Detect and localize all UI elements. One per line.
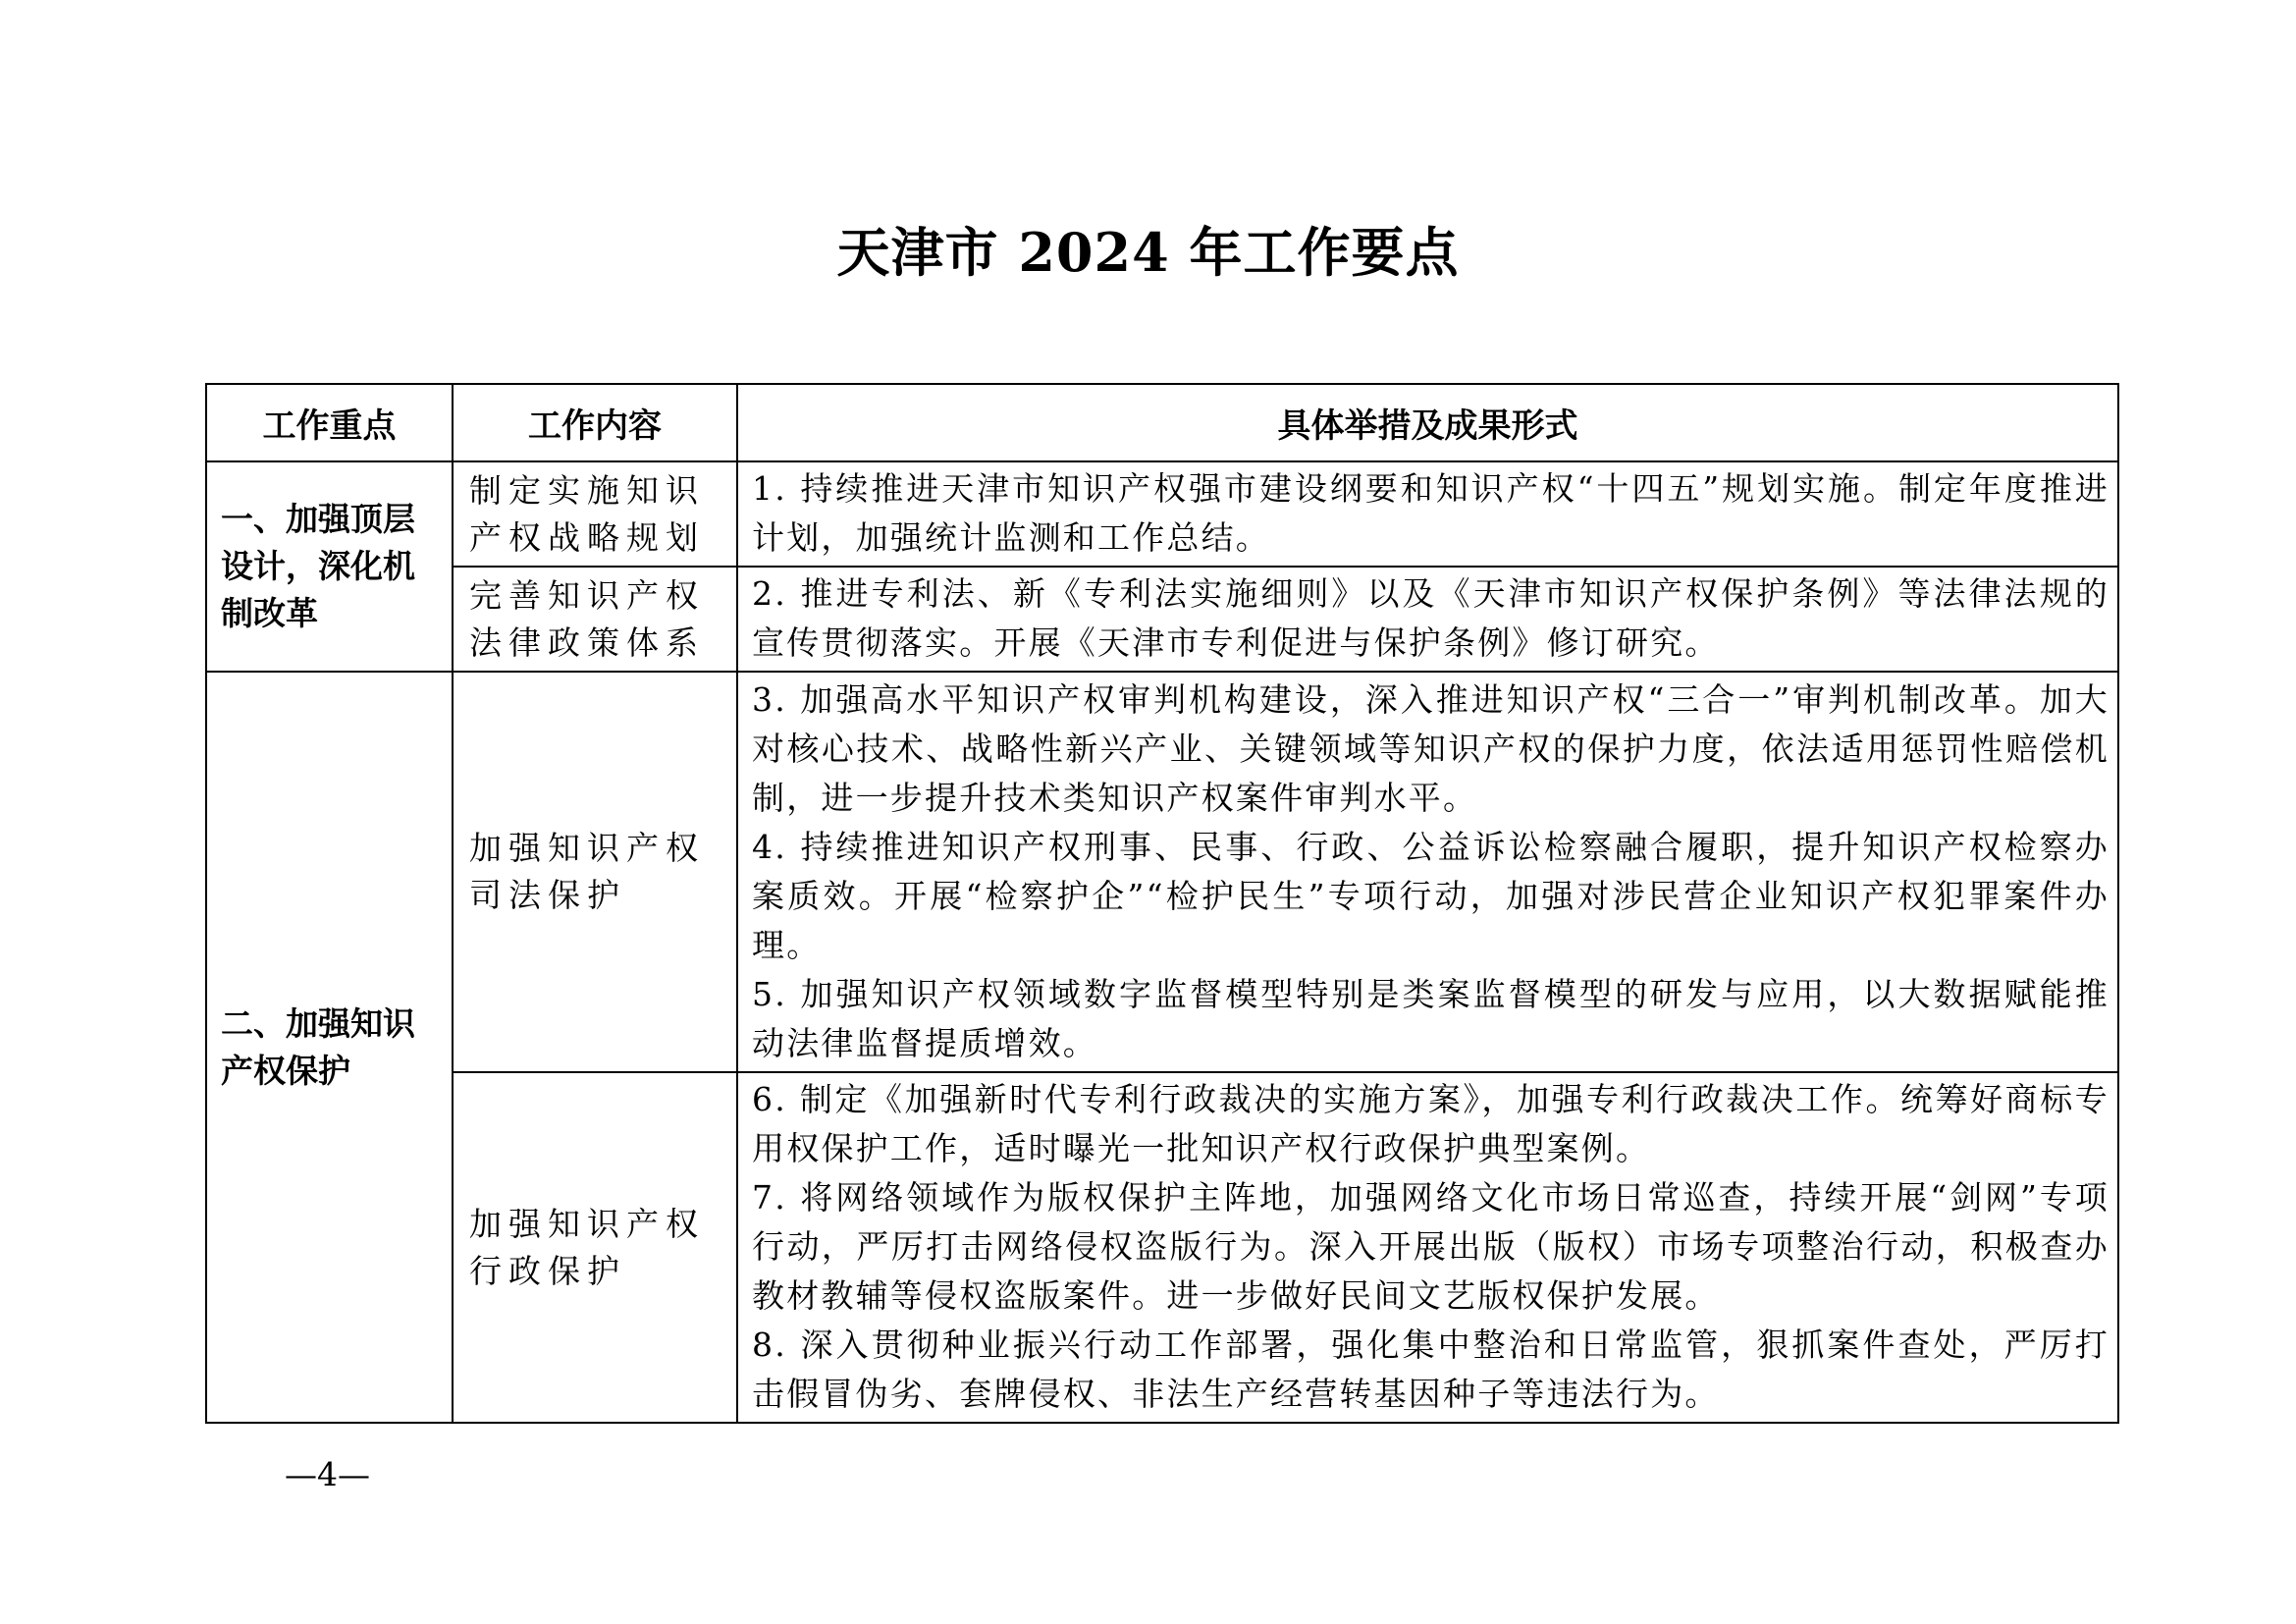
work-content-cell: 加强知识产权行政保护 [453, 1072, 737, 1423]
work-content-cell: 加强知识产权司法保护 [453, 672, 737, 1072]
page-number: —4— [285, 1455, 370, 1493]
measure-item: 7. 将网络领域作为版权保护主阵地，加强网络文化市场日常巡查，持续开展“剑网”专项行动，严厉打击网络侵权盗版行为。深入开展出版（版权）市场专项整治行动，积极查办教材教辅等侵权盗版案件。进一步做好民间文艺版权保护发展。 [752, 1178, 2109, 1315]
measures-cell [737, 461, 2118, 567]
measures-cell [737, 1072, 2118, 1423]
table-header-row [206, 384, 2118, 461]
header-specific-measures: 具体举措及成果形式 [737, 384, 2118, 461]
header-work-content: 工作内容 [453, 384, 737, 461]
page-title: 天津市 2024 年工作要点 [836, 221, 1460, 284]
work-plan-table [205, 383, 2119, 1424]
measure-item: 2. 推进专利法、新《专利法实施细则》以及《天津市知识产权保护条例》等法律法规的宣传贯彻落实。开展《天津市专利促进与保护条例》修订研究。 [752, 574, 2109, 662]
work-focus-cell: 一、加强顶层设计，深化机制改革 [206, 461, 453, 672]
measures-cell [737, 672, 2118, 1072]
measures-cell [737, 567, 2118, 672]
work-content-cell: 完善知识产权法律政策体系 [453, 567, 737, 672]
measure-item: 6. 制定《加强新时代专利行政裁决的实施方案》，加强专利行政裁决工作。统筹好商标专用权保护工作，适时曝光一批知识产权行政保护典型案例。 [752, 1080, 2109, 1167]
measure-item: 1. 持续推进天津市知识产权强市建设纲要和知识产权“十四五”规划实施。制定年度推进计划，加强统计监测和工作总结。 [752, 469, 2109, 557]
work-content-cell: 制定实施知识产权战略规划 [453, 461, 737, 567]
header-work-focus: 工作重点 [206, 384, 453, 461]
measure-item: 8. 深入贯彻种业振兴行动工作部署，强化集中整治和日常监管，狠抓案件查处，严厉打击假冒伪劣、套牌侵权、非法生产经营转基因种子等违法行为。 [752, 1326, 2109, 1413]
table-row [206, 461, 2118, 567]
table-row [206, 1072, 2118, 1423]
work-focus-cell: 二、加强知识产权保护 [206, 672, 453, 1423]
measure-item: 5. 加强知识产权领域数字监督模型特别是类案监督模型的研发与应用，以大数据赋能推动法律监督提质增效。 [752, 974, 2109, 1062]
table-row [206, 567, 2118, 672]
measure-item: 3. 加强高水平知识产权审判机构建设，深入推进知识产权“三合一”审判机制改革。加大对核心技术、战略性新兴产业、关键领域等知识产权的保护力度，依法适用惩罚性赔偿机制，进一步提升技术类知识产权案件审判水平。 [752, 679, 2109, 817]
table-row [206, 672, 2118, 1072]
measure-item: 4. 持续推进知识产权刑事、民事、行政、公益诉讼检察融合履职，提升知识产权检察办案质效。开展“检察护企”“检护民生”专项行动，加强对涉民营企业知识产权犯罪案件办理。 [752, 827, 2109, 964]
